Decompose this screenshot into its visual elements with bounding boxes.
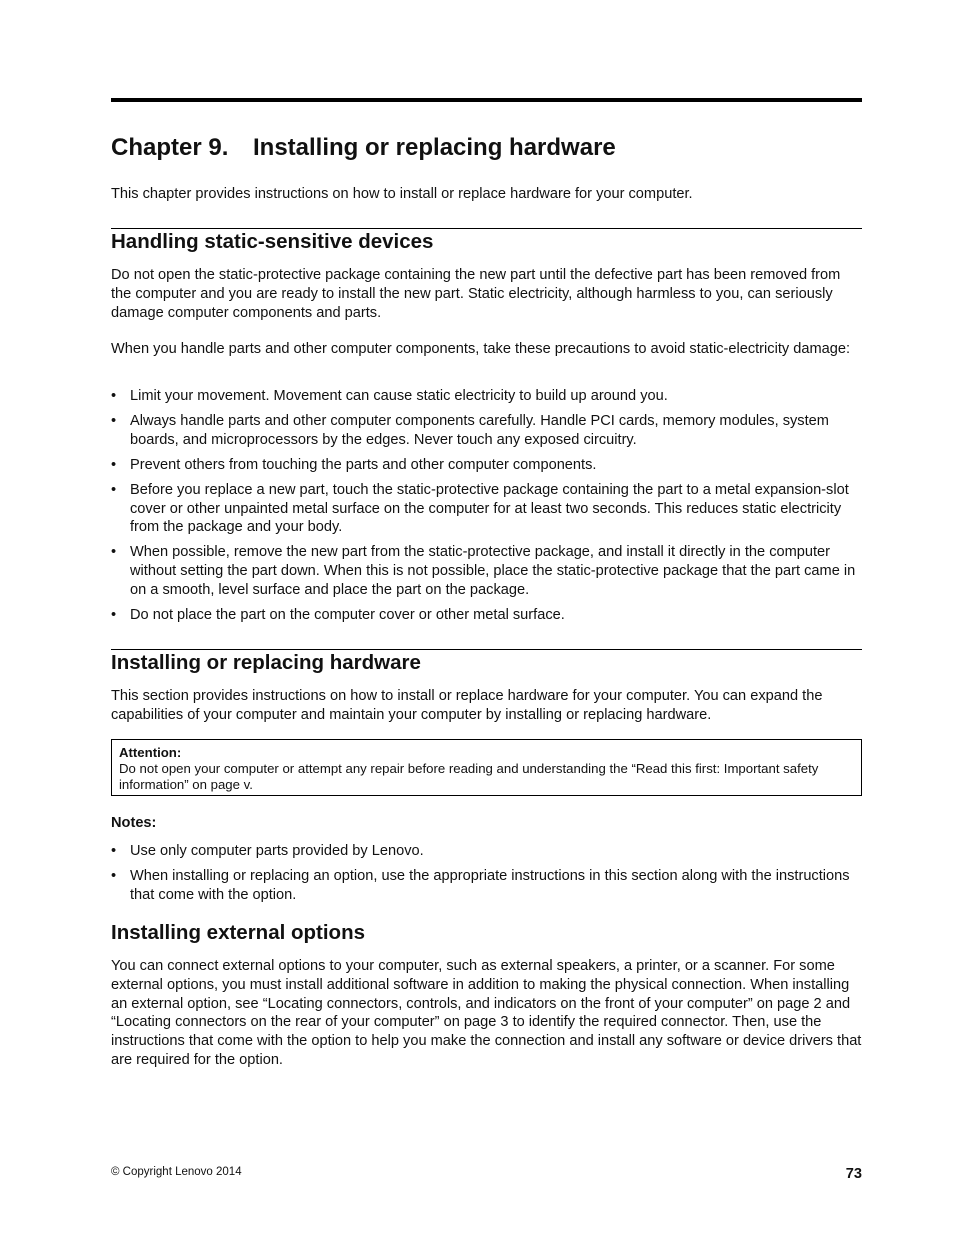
attention-title: Attention: — [119, 745, 182, 760]
list-item — [111, 543, 862, 599]
bullet: • — [111, 544, 117, 561]
list-item — [111, 412, 862, 450]
list-item-text: Before you replace a new part, touch the static-protective package containing the part to a metal expansion-slot cover or other unpainted metal surface on the computer for at least two seconds. This reduces static electricity from the package and your body. — [130, 481, 849, 536]
footer-copyright: © Copyright Lenovo 2014 — [111, 1166, 242, 1178]
list-item — [111, 842, 862, 861]
list-item-text: When possible, remove the new part from the static-protective package, and install it directly in the computer without setting the part down. When this is not possible, place the static-protective package that the part came in on a smooth, level surface and place the part on the package. — [130, 544, 856, 598]
list-item — [111, 456, 862, 475]
section-rule-static — [111, 228, 862, 229]
bullet: • — [111, 843, 117, 859]
list-item — [111, 606, 862, 625]
bullet: • — [111, 388, 117, 404]
install-section-heading: Installing or replacing hardware — [111, 651, 421, 674]
bullet: • — [111, 867, 117, 884]
attention-box — [111, 739, 862, 796]
list-item-text: Limit your movement. Movement can cause static electricity to build up around you. — [130, 388, 668, 404]
external-paragraph: You can connect external options to your computer, such as external speakers, a printer, or a scanner. For some external options, you must install additional software in addition to making the physical connection. When installing an external option, see “Locating connectors, controls, and indicators on the front of your computer” on page 2 and “Locating connectors on the rear of your computer” on page 3 to identify the required connector. Then, use the instructions that come with the option to help you make the connection and install any software or device drivers that are required for the option. — [111, 958, 862, 1068]
chapter-number: Chapter 9. — [111, 134, 229, 161]
bullet: • — [111, 481, 117, 498]
static-paragraph-2: When you handle parts and other computer components, take these precautions to avoid static-electricity damage: — [111, 341, 851, 357]
static-section-heading: Handling static-sensitive devices — [111, 230, 434, 253]
bullet: • — [111, 456, 117, 473]
list-item-text: When installing or replacing an option, use the appropriate instructions in this section along with the instructions that come with the option. — [130, 867, 850, 903]
list-item — [111, 481, 862, 537]
bullet: • — [111, 412, 117, 429]
chapter-title-text: Installing or replacing hardware — [253, 134, 616, 161]
chapter-top-rule — [111, 98, 862, 102]
notes-list — [111, 842, 862, 911]
list-item-text: Always handle parts and other computer components carefully. Handle PCI cards, memory modules, system boards, and microprocessors by the edges. Never touch any exposed circuitry. — [130, 412, 829, 448]
page-number: 73 — [845, 1166, 862, 1182]
chapter-title — [111, 134, 616, 162]
list-item — [111, 867, 862, 905]
chapter-intro: This chapter provides instructions on how to install or replace hardware for your computer. — [111, 186, 693, 202]
list-item-text: Do not place the part on the computer cover or other metal surface. — [130, 606, 565, 623]
section-rule-install — [111, 649, 862, 650]
list-item — [111, 387, 862, 406]
list-item-text: Prevent others from touching the parts and other computer components. — [130, 456, 597, 473]
attention-text: Do not open your computer or attempt any repair before reading and understanding the “Read this first: Important safety information” on page v. — [119, 761, 819, 792]
install-paragraph: This section provides instructions on how to install or replace hardware for your computer. You can expand the capabilities of your computer and maintain your computer by installing or replacing hardware. — [111, 688, 823, 723]
static-paragraph-1: Do not open the static-protective package containing the new part until the defective part has been removed from the computer and you are ready to install the new part. Static electricity, although harmless to you, can seriously damage computer components and parts. — [111, 267, 841, 321]
external-section-heading: Installing external options — [111, 921, 366, 944]
bullet: • — [111, 606, 117, 623]
list-item-text: Use only computer parts provided by Lenovo. — [130, 843, 424, 859]
static-precautions-list — [111, 387, 862, 631]
notes-label: Notes: — [111, 815, 157, 831]
